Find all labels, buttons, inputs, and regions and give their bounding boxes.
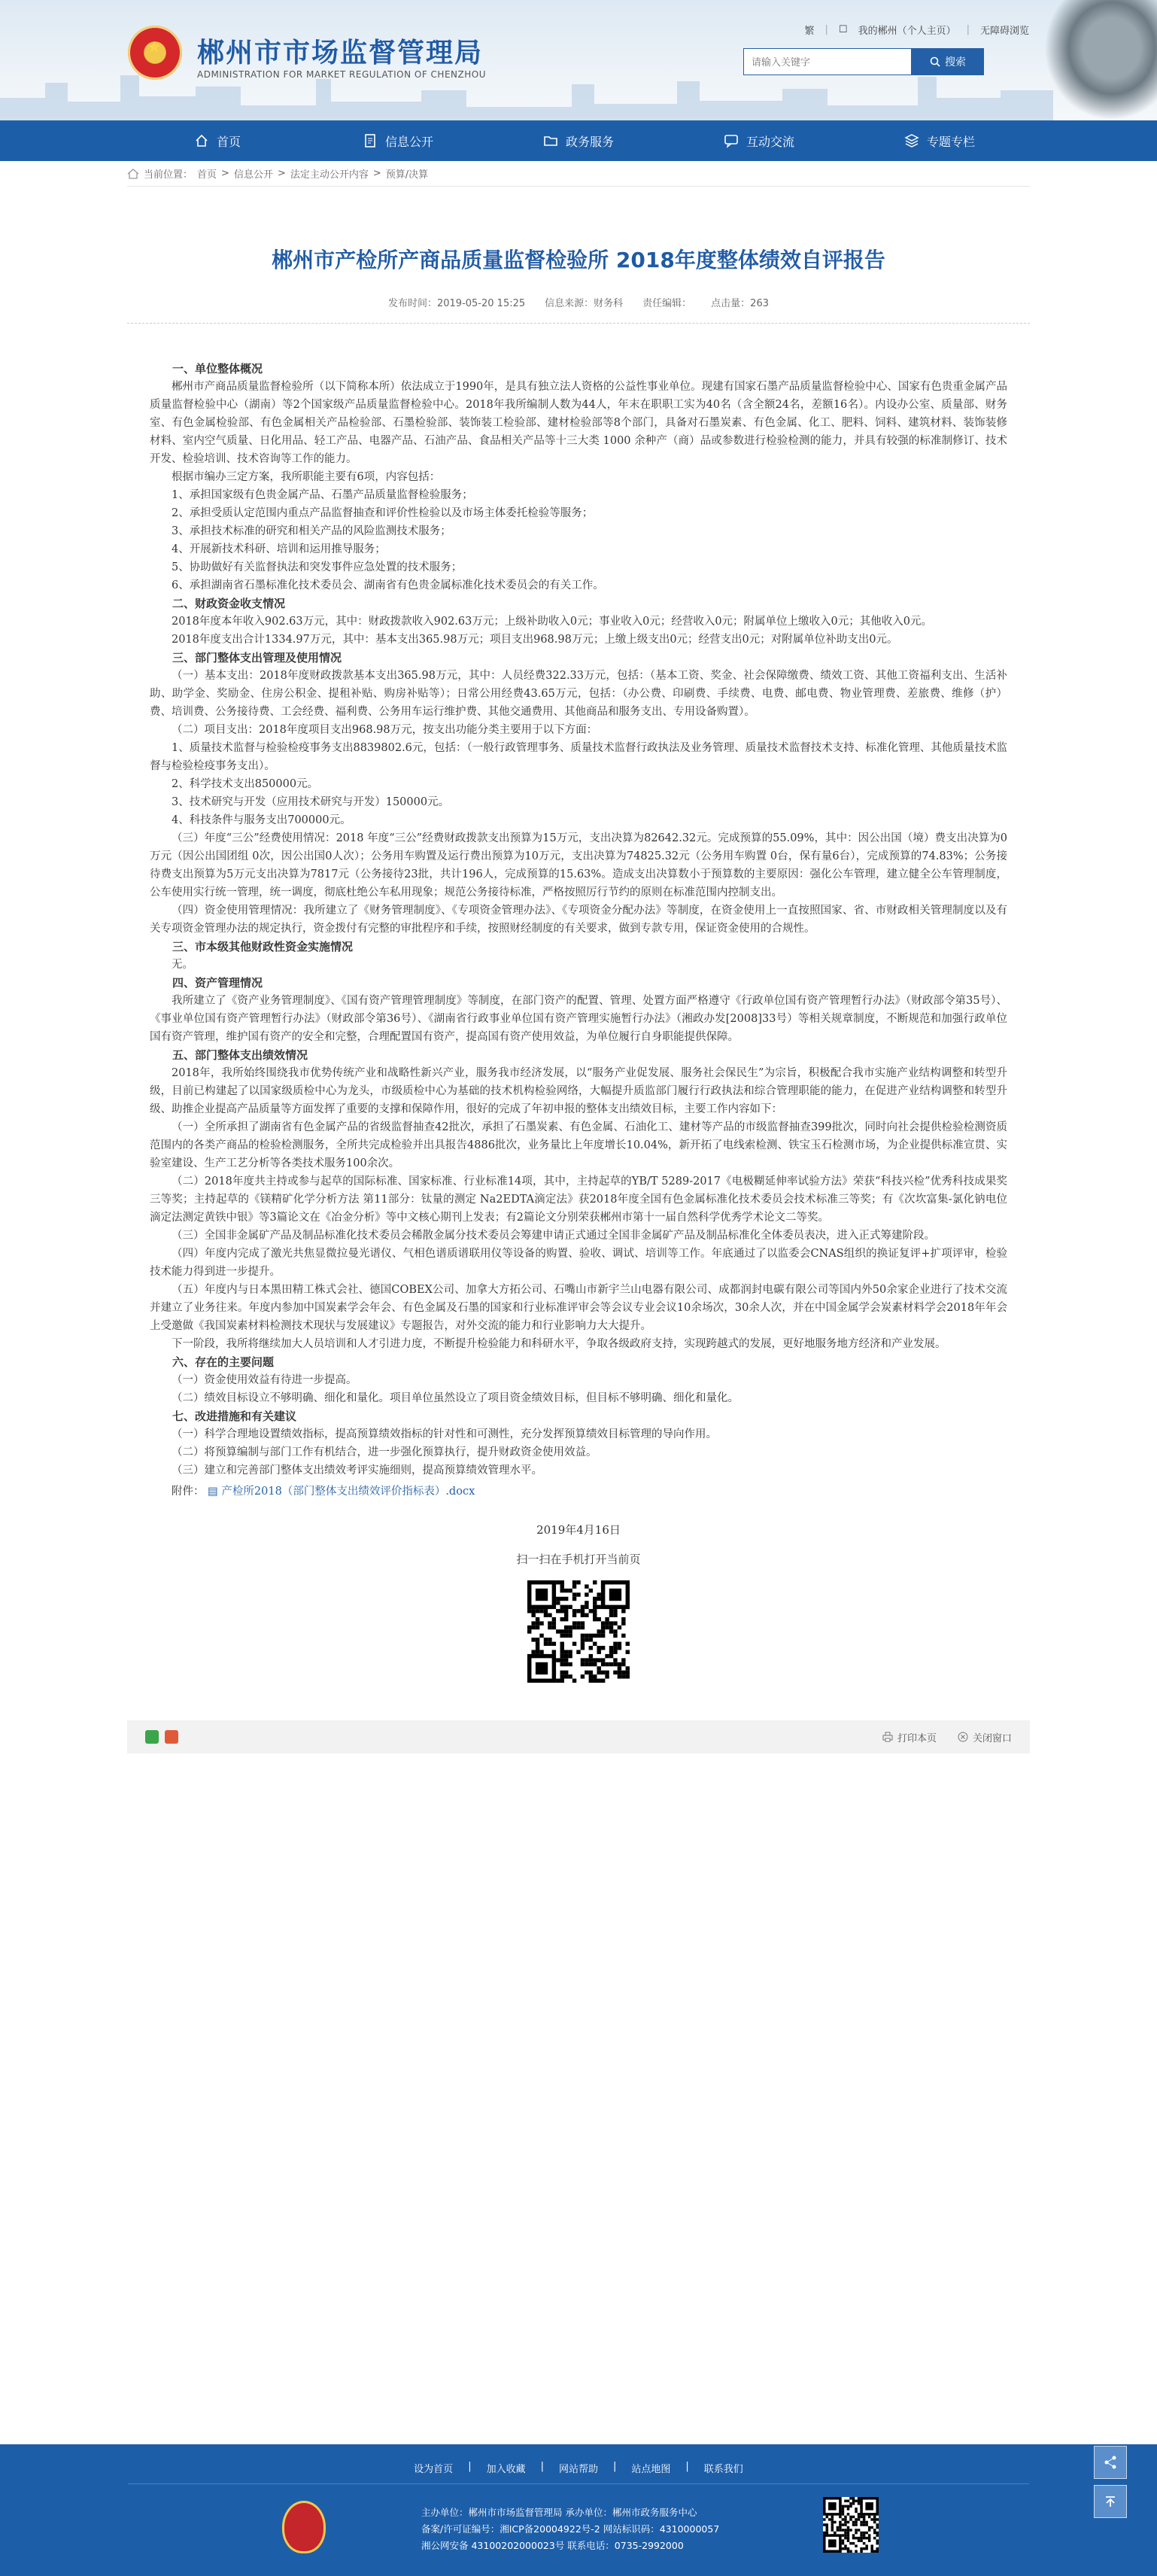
- user-icon: ☐: [838, 24, 848, 35]
- paragraph: 下一阶段，我所将继续加大人员培训和人才引进力度，不断提升检验能力和科研水平，争取各级政府支持，实现跨越式的发展，更好地服务地方经济和产业发展。: [172, 1338, 946, 1350]
- footer-info: [421, 2505, 719, 2554]
- paragraph: 1、质量技术监督与检验检疫事务支出8839802.6元，包括：（一般行政管理事务、质量技术监督行政执法及业务管理、质量技术监督技术支持、标准化管理、其他质量技术监督与检验检疫事务支出）。: [150, 742, 1007, 772]
- nav-gov-services[interactable]: [488, 120, 669, 161]
- nav-home[interactable]: [127, 120, 308, 161]
- search-box: [743, 48, 984, 75]
- nav-special-topics[interactable]: [849, 120, 1030, 161]
- weibo-share-icon[interactable]: [165, 1730, 178, 1744]
- section-heading: 五、部门整体支出绩效情况: [172, 1048, 308, 1062]
- skyline-decoration: [0, 68, 1157, 120]
- footer-link-contact[interactable]: 联系我们: [703, 2464, 743, 2475]
- word-file-icon: ▤: [208, 1486, 218, 1498]
- share-bar: [127, 1720, 1030, 1753]
- paragraph: 根据市编办三定方案，我所职能主要有6项，内容包括：: [172, 471, 441, 483]
- breadcrumb-separator: >: [372, 168, 381, 179]
- divider: |: [468, 2461, 472, 2472]
- site-title: 郴州市市场监督管理局: [197, 37, 484, 68]
- nav-interaction[interactable]: [669, 120, 849, 161]
- share-icon: [1103, 2455, 1118, 2470]
- chat-icon: [724, 133, 739, 148]
- divider: |: [613, 2461, 617, 2472]
- footer-info-line: 备案/许可证编号：湘ICP备20004922号-2 网站标识码：4310000057: [421, 2523, 720, 2535]
- layers-icon: [904, 133, 919, 148]
- attachment-label: 附件：: [172, 1486, 205, 1498]
- section-heading: 七、改进措施和有关建议: [172, 1410, 297, 1423]
- article-body: [150, 324, 1007, 1480]
- article-title: 郴州市产检所产商品质量监督检验所 2018年度整体绩效自评报告: [272, 248, 885, 272]
- paragraph: 郴州市产商品质量监督检验所（以下简称本所）依法成立于1990年，是具有独立法人资格的公益性事业单位。现建有国家石墨产品质量监督检验中心、国家有色贵重金属产品质量监督检验中心（湖南）等2个国家级产品质量监督检验中心。2018年我所编制人数为44人，年末在职职工实为40名（含全额24名，差额16名）。内设办公室、质量部、财务室、有色金属检验部、有色金属相关产品检验部、石墨检验部、装饰装工检验部、建材检验部等8个部门，具备对石墨炭素、有色金属、化工、肥料、饲料、建筑材料、装饰装修材料、室内空气质量、日化用品、轻工产品、电器产品、石油产品、食品相关产品等十三大类 1000 余种产（商）品或参数进行检验检测的能力，并具有较强的标准制修订、技术开发、检验培训、技术咨询等工作的能力。: [150, 381, 1007, 465]
- breadcrumb-statutory[interactable]: 法定主动公开内容: [290, 169, 369, 181]
- paragraph: （二）2018年度共主持或参与起草的国际标准、国家标准、行业标准14项，其中，主持起草的YB/T 5289-2017《电极糊延伸率试验方法》荣获“科技兴检”优秀科技成果奖三等奖；主持起草的《镁精矿化学分析方法 第11部分：钛量的测定 Na2EDTA滴定法》获2018年度全国有色金属标准化技术委员会技术标准三等奖；有《次坎富集-氯化钠电位滴定法测定黄铁中银》等3篇论文在《冶金分析》等中文核心期刊上发表；有2篇论文分别荣获郴州市第十一届自然科学优秀学术论文二等奖。: [150, 1175, 1007, 1224]
- search-button[interactable]: [912, 48, 984, 75]
- article: [127, 244, 1030, 1683]
- main-nav: [0, 120, 1157, 161]
- paragraph: 6、承担湖南省石墨标准化技术委员会、湖南省有色贵金属标准化技术委员会的有关工作。: [172, 579, 604, 592]
- folder-icon: [543, 133, 558, 148]
- footer-link-favorite[interactable]: 加入收藏: [486, 2464, 526, 2475]
- article-meta: [127, 295, 1030, 324]
- nav-label: 互动交流: [746, 134, 794, 149]
- print-label: 打印本页: [897, 1732, 937, 1744]
- breadcrumb-separator: >: [277, 168, 286, 179]
- search-input[interactable]: [743, 48, 912, 75]
- paragraph: 2018年度支出合计1334.97万元，其中：基本支出365.98万元；项目支出968.98万元；上缴上级支出0元；经营支出0元；对附属单位补助支出0元。: [172, 634, 898, 646]
- paragraph: 1、承担国家级有色贵金属产品、石墨产品质量监督检验服务；: [172, 489, 473, 501]
- home-icon: [194, 133, 209, 148]
- site-subtitle: ADMINISTRATION FOR MARKET REGULATION OF CHENZHOU: [197, 69, 486, 80]
- breadcrumb-budget[interactable]: 预算/决算: [385, 169, 429, 181]
- site-footer: [0, 2444, 1157, 2576]
- nav-info-disclosure[interactable]: [308, 120, 488, 161]
- share-icons: [145, 1730, 178, 1744]
- nav-label: 信息公开: [384, 134, 433, 149]
- section-heading: 六、存在的主要问题: [172, 1355, 275, 1369]
- paragraph: 无。: [172, 959, 193, 971]
- paragraph: 3、承担技术标准的研究和相关产品的风险监测技术服务；: [172, 525, 451, 537]
- section-heading: 二、财政资金收支情况: [172, 597, 286, 610]
- footer-link-sitemap[interactable]: 站点地图: [631, 2464, 671, 2475]
- scan-label: 扫一扫在手机打开当前页: [516, 1553, 641, 1566]
- close-label: 关闭窗口: [972, 1732, 1012, 1744]
- paragraph: 5、协助做好有关监督执法和突发事件应急处置的技术服务；: [172, 561, 463, 573]
- paragraph: （三）全国非金属矿产品及制品标准化技术委员会稀散金属分技术委员会筹建申请正式通过全国非金属矿产品及制品标准化全体委员表决，进入正式筹建阶段。: [172, 1230, 935, 1242]
- party-gov-badge-icon[interactable]: [282, 2501, 326, 2553]
- page-actions: [882, 1730, 1012, 1744]
- paragraph: 2、科学技术支出850000元。: [172, 778, 319, 790]
- breadcrumb-separator: >: [221, 168, 229, 179]
- nav-label: 政务服务: [565, 134, 614, 149]
- search-button-label: 搜索: [945, 56, 966, 68]
- nav-label: 首页: [216, 134, 241, 149]
- stone-lion-image: [1044, 0, 1157, 120]
- divider: |: [966, 24, 970, 35]
- section-heading: 三、市本级其他财政性资金实施情况: [172, 940, 354, 953]
- footer-info-line: 湘公网安备 43100202000023号 联系电话：0735-2992000: [421, 2540, 684, 2551]
- paragraph: （三）建立和完善部门整体支出绩效考评实施细则，提高预算绩效管理水平。: [172, 1464, 542, 1477]
- breadcrumb-home[interactable]: 首页: [197, 169, 217, 181]
- attachment: [150, 1483, 1007, 1501]
- report-date: 2019年4月16日: [536, 1523, 621, 1537]
- editor: 责任编辑：: [642, 298, 692, 309]
- section-heading: 一、单位整体概况: [172, 362, 263, 376]
- national-emblem-icon: ★: [128, 26, 182, 80]
- paragraph: （三）年度“三公”经费使用情况：2018 年度“三公”经费财政拨款支出预算为15万元，支出决算为82642.32元。完成预算的55.09%，其中：因公出国（境）费支出决算为0万元（因公出国团组 0次，因公出国0人次）；公务用车购置及运行费出预算为10万元，支出决算为74825.32元（公务用车购置 0台，保有量6台），完成预算的74.83%；公务接待费支出预算为5万元支出决算为7817元（公务接待23批，共计196人，完成预算的15.63%。造成支出决算数小于预算数的主要原因：强化公车管理，建立健全公车管理制度，公车使用实行统一管理，统一调度，彻底杜绝公车私用现象；规范公务接待标准，严格按照厉行节约的原则在标准范围内控制支出。: [150, 832, 1007, 899]
- document-icon: [363, 133, 378, 148]
- footer-link-homepage[interactable]: 设为首页: [414, 2464, 454, 2475]
- view-count: 点击量：263: [711, 298, 769, 309]
- paragraph: （二）绩效目标设立不够明确、细化和量化。项目单位虽然设立了项目资金绩效目标，但目标不够明确、细化和量化。: [172, 1392, 739, 1404]
- breadcrumb-prefix: 当前位置：: [144, 169, 193, 181]
- printer-icon: [882, 1732, 893, 1742]
- share-float-button[interactable]: [1094, 2446, 1127, 2479]
- paragraph: （一）科学合理地设置绩效指标，提高预算绩效指标的针对性和可测性，充分发挥预算绩效目标管理的导向作用。: [172, 1428, 717, 1440]
- paragraph: （二）项目支出：2018年度项目支出968.98万元，按支出功能分类主要用于以下方面：: [172, 724, 598, 736]
- footer-info-line: 主办单位：郴州市市场监督管理局 承办单位：郴州市政务服务中心: [421, 2507, 697, 2518]
- section-heading: 四、资产管理情况: [172, 976, 263, 990]
- paragraph: 2、承担受质认定范围内重点产品监督抽查和评价性检验以及市场主体委托检验等服务；: [172, 507, 594, 519]
- footer-links: [0, 2461, 1157, 2475]
- top-links: [805, 23, 1029, 37]
- qr-code-image: [527, 1580, 630, 1683]
- back-to-top-button[interactable]: [1094, 2485, 1127, 2518]
- info-source: 信息来源：财务科: [545, 298, 624, 309]
- divider: |: [824, 24, 828, 35]
- divider: |: [540, 2461, 544, 2472]
- close-icon: [958, 1732, 968, 1742]
- paragraph: 2018年，我所始终围绕我市优势传统产业和战略性新兴产业，服务我市经济发展，以“服务产业促发展、服务社会保民生”为宗旨，积极配合我市实施产业结构调整和转型升级，目前已构建起了以国家级质检中心为龙头，市级质检中心为基础的技术机构检验网络，大幅提升质监部门履行行政执法和综合管理职能的能力，在促进产业结构调整和转型升级、助推企业提高产品质量等方面发挥了重要的支撑和保障作用，很好的完成了年初申报的整体支出绩效目标，主要工作内容如下：: [150, 1067, 1007, 1115]
- print-button[interactable]: [882, 1730, 937, 1744]
- paragraph: （一）基本支出：2018年度财政拨款基本支出365.98万元，其中：人员经费322.33万元，包括：（基本工资、奖金、社会保障缴费、绩效工资、其他工资福利支出、生活补助、助学金、奖励金、住房公积金、提租补贴、购房补贴等）；日常公用经费43.65万元，包括：（办公费、印刷费、手续费、电费、邮电费、物业管理费、差旅费、维修（护）费、培训费、公务接待费、工会经费、福利费、公务用车运行维护费、其他交通费用、其他商品和服务支出、专用设备购置）。: [150, 670, 1007, 718]
- paragraph: 4、开展新技术科研、培训和运用推导服务；: [172, 543, 386, 555]
- nav-label: 专题专栏: [926, 134, 975, 149]
- paragraph: （一）全所承担了湖南省有色金属产品的省级监督抽查42批次，承担了石墨炭素、有色金属、石油化工、建材等产品的市级监督抽查399批次，同时向社会提供检验检测资质范围内的各类产商品的检验检测服务，全所共完成检验并出具报告4886批次，业务量比上年度增长10.04%，新开拓了电线索检测、铁宝玉石检测市场，为企业提供标准宣贯、实验室建设、生产工艺分析等各类技术服务100余次。: [150, 1121, 1007, 1169]
- traditional-chinese-link[interactable]: 繁: [804, 26, 815, 37]
- paragraph: （四）年度内完成了激光共焦显微拉曼光谱仪、气相色谱质谱联用仪等设备的购置、验收、调试、培训等工作。年底通过了以监委会CNAS组织的换证复评+扩项评审，检验技术能力得到进一步提升。: [150, 1248, 1007, 1278]
- attachment-link[interactable]: 产检所2018（部门整体支出绩效评价指标表）.docx: [221, 1486, 475, 1498]
- paragraph: （一）资金使用效益有待进一步提高。: [172, 1374, 357, 1386]
- paragraph: 4、科技条件与服务支出700000元。: [172, 814, 351, 826]
- section-heading: 三、部门整体支出管理及使用情况: [172, 651, 342, 665]
- my-chenzhou-link[interactable]: 我的郴州（个人主页）: [858, 26, 956, 37]
- footer-divider: [128, 2483, 1029, 2484]
- publish-time: 发布时间：2019-05-20 15:25: [387, 298, 526, 309]
- breadcrumb: [127, 161, 1030, 187]
- accessibility-link[interactable]: 无障碍浏览: [979, 26, 1029, 37]
- footer-qr-code-image: [823, 2497, 879, 2553]
- site-header: [0, 0, 1157, 120]
- paragraph: （二）将预算编制与部门工作有机结合，进一步强化预算执行，提升财政资金使用效益。: [172, 1446, 597, 1458]
- divider: |: [685, 2461, 689, 2472]
- close-window-button[interactable]: [958, 1730, 1012, 1744]
- paragraph: （五）年度内与日本黑田精工株式会社、德国COBEX公司、加拿大方拓公司、石嘴山市新宇兰山电器有限公司、成都润封电碳有限公司等国内外50余家企业进行了技术交流并建立了业务往来。年度内参加中国炭素学会年会、有色金属及石墨的国家和行业标准评审会等会议专业会议10余场次，30余人次，并在中国金属学会炭素材料学会2018年年会上受邀做《我国炭素材料检测技术现状与发展建议》专题报告，对外交流的能力和行业影响力大大提升。: [150, 1284, 1007, 1332]
- arrow-up-icon: [1103, 2494, 1118, 2509]
- wechat-share-icon[interactable]: [145, 1730, 159, 1744]
- home-icon: [127, 169, 139, 179]
- breadcrumb-info[interactable]: 信息公开: [233, 169, 273, 181]
- paragraph: （四）资金使用管理情况：我所建立了《财务管理制度》、《专项资金管理办法》、《专项资金分配办法》等制度，在资金使用上一直按照国家、省、市财政相关管理制度以及有关专项资金管理办法的规定执行，资金拨付有完整的审批程序和手续，按照财经制度的有关要求，做到专款专用，保证资金使用的合规性。: [150, 905, 1007, 935]
- paragraph: 3、技术研究与开发（应用技术研究与开发）150000元。: [172, 796, 450, 808]
- footer-link-help[interactable]: 网站帮助: [558, 2464, 598, 2475]
- search-icon: [930, 56, 940, 67]
- paragraph: 2018年度本年收入902.63万元，其中：财政拨款收入902.63万元；上级补助收入0元；事业收入0元；经营收入0元；附属单位上缴收入0元；其他收入0元。: [172, 616, 932, 628]
- paragraph: 我所建立了《资产业务管理制度》、《国有资产管理管理制度》等制度，在部门资产的配置、管理、处置方面严格遵守《行政单位国有资产管理暂行办法》（财政部令第35号）、《事业单位国有资产管理暂行办法》（财政部令第36号）、《湖南省行政事业单位国有资产管理实施暂行办法》（湘政办发[2008]33号）等相关规章制度，不断规范和加强行政单位国有资产管理，维护国有资产的安全和完整，合理配置国有资产，提高国有资产使用效益，为单位履行自身职能提供保障。: [150, 995, 1007, 1043]
